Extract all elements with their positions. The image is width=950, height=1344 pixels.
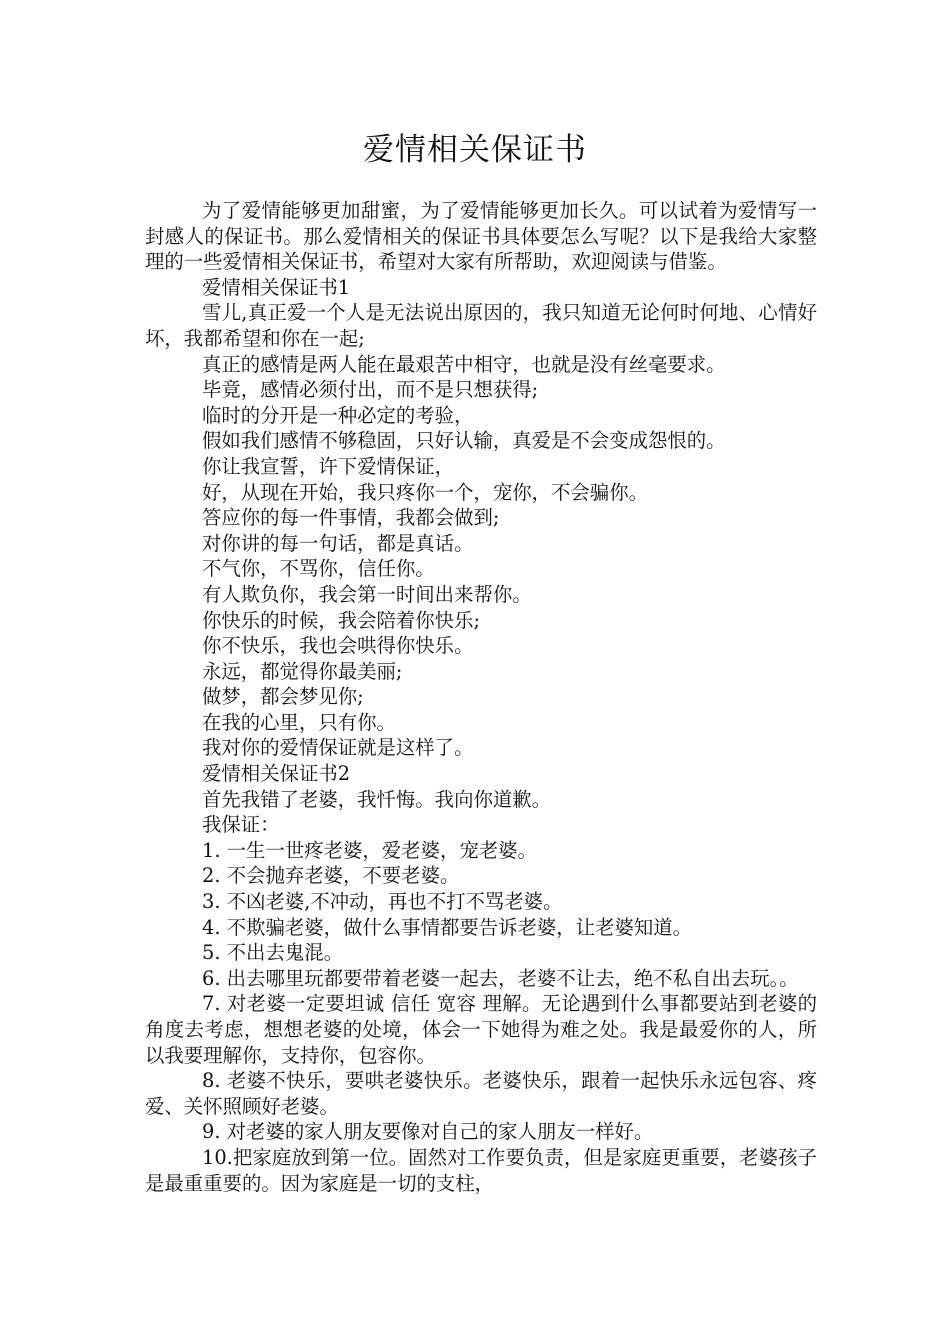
- list-item: 4. 不欺骗老婆，做什么事情都要告诉老婆，让老婆知道。: [202, 915, 693, 939]
- paragraph: 做梦，都会梦见你;: [202, 685, 364, 709]
- paragraph: 临时的分开是一种必定的考验，: [202, 403, 474, 427]
- paragraph: 在我的心里，只有你。: [202, 710, 396, 734]
- section-heading: 爱情相关保证书2: [202, 762, 351, 786]
- paragraph: 不气你，不骂你，信任你。: [202, 557, 435, 581]
- paragraph: 首先我错了老婆，我忏悔。我向你道歉。: [202, 787, 552, 811]
- paragraph: 假如我们感情不够稳固，只好认输，真爱是不会变成怨恨的。: [202, 429, 726, 453]
- paragraph: 永远，都觉得你最美丽;: [202, 659, 403, 683]
- document-body: [145, 198, 817, 1196]
- paragraph: 有人欺负你，我会第一时间出来帮你。: [202, 582, 532, 606]
- paragraph: 你不快乐，我也会哄得你快乐。: [202, 634, 474, 658]
- paragraph: 雪儿,真正爱一个人是无法说出原因的，我只知道无论何时何地、心情好坏，我都希望和你在一起;: [145, 301, 817, 350]
- section-heading: 爱情相关保证书1: [202, 275, 351, 299]
- paragraph: 答应你的每一件事情，我都会做到;: [202, 506, 500, 530]
- paragraph: 毕竟，感情必须付出，而不是只想获得;: [202, 378, 539, 402]
- list-item: 2. 不会抛弃老婆，不要老婆。: [202, 864, 460, 888]
- list-item: 8. 老婆不快乐，要哄老婆快乐。老婆快乐，跟着一起快乐永远包容、疼爱、关怀照顾好老婆。: [145, 1069, 817, 1118]
- paragraph: 你快乐的时候，我会陪着你快乐;: [202, 608, 481, 632]
- list-item: 9. 对老婆的家人朋友要像对自己的家人朋友一样好。: [202, 1120, 654, 1144]
- paragraph: 好，从现在开始，我只疼你一个，宠你，不会骗你。: [202, 480, 648, 504]
- document-title: 爱情相关保证书: [363, 132, 587, 168]
- paragraph: 我保证：: [202, 813, 280, 837]
- list-item: 10.把家庭放到第一位。固然对工作要负责，但是家庭更重要，老婆孩子是最重重要的。因为家庭是一切的支柱，: [145, 1145, 817, 1195]
- paragraph: 为了爱情能够更加甜蜜，为了爱情能够更加长久。可以试着为爱情写一封感人的保证书。那么爱情相关的保证书具体要怎么写呢？以下是我给大家整理的一些爱情相关保证书，希望对大家有所帮助，欢迎阅读与借鉴。: [145, 199, 817, 274]
- list-item: 1. 一生一世疼老婆，爱老婆，宠老婆。: [202, 838, 537, 862]
- paragraph: 我对你的爱情保证就是这样了。: [202, 736, 474, 760]
- paragraph: 对你讲的每一句话，都是真话。: [202, 531, 474, 555]
- list-item: 3. 不凶老婆,不冲动，再也不打不骂老婆。: [202, 890, 563, 914]
- list-item: 6. 出去哪里玩都要带着老婆一起去，老婆不让去，绝不私自出去玩。。: [202, 966, 799, 990]
- list-item: 7. 对老婆一定要坦诚 信任 宽容 理解。无论遇到什么事都要站到老婆的角度去考虑，想想老婆的处境，体会一下她得为难之处。我是最爱你的人，所以我要理解你，支持你，包容你。: [145, 992, 817, 1067]
- paragraph: 你让我宣誓，许下爱情保证，: [202, 454, 455, 478]
- paragraph: 真正的感情是两人能在最艰苦中相守，也就是没有丝毫要求。: [202, 352, 726, 376]
- list-item: 5. 不出去鬼混。: [202, 941, 344, 965]
